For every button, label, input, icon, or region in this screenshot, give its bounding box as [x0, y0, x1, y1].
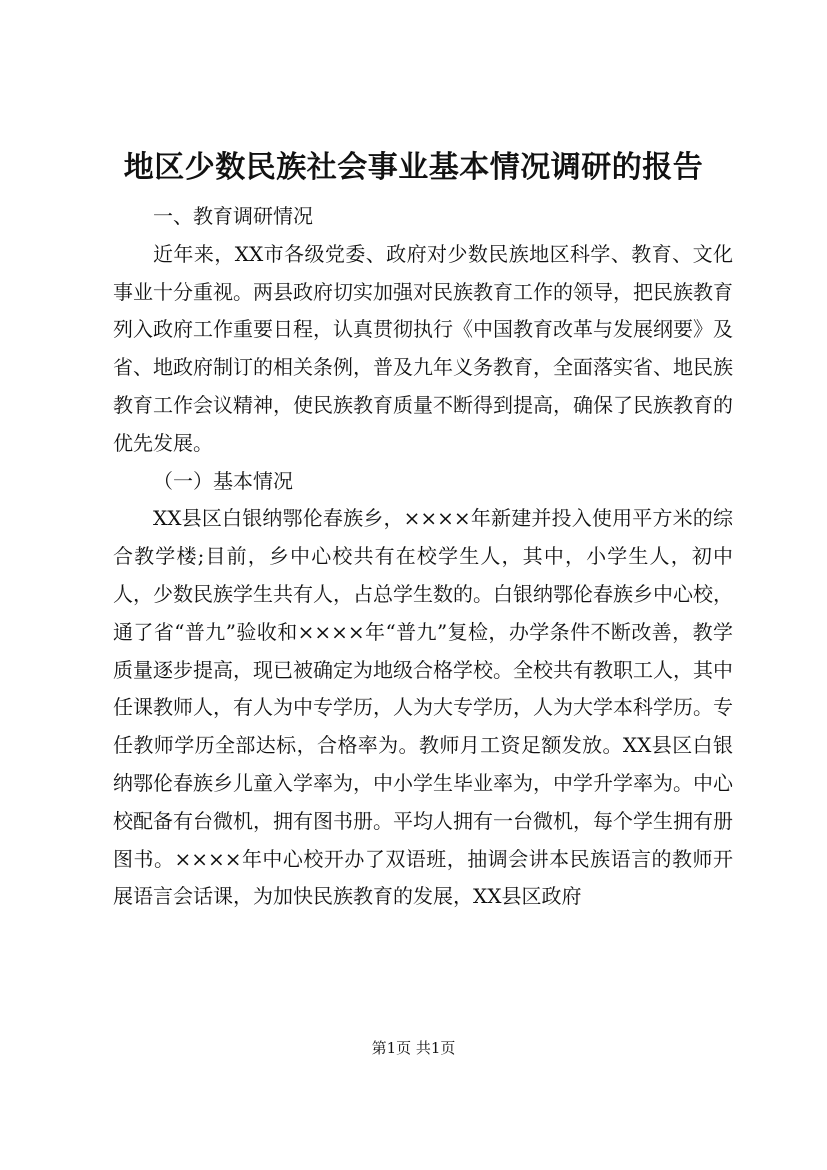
document-title: 地区少数民族社会事业基本情况调研的报告	[123, 150, 704, 185]
paragraph: XX县区白银纳鄂伦春族乡，××××年新建并投入使用平方米的综合教学楼;目前，乡中心校共有在校学生人，其中，小学生人，初中人，少数民族学生共有人，占总学生数的。白银纳鄂伦春族乡中心校，通了省“普九”验收和××××年“普九”复检，办学条件不断改善，教学质量逐步提高，现已被确定为地级合格学校。全校共有教职工人，其中任课教师人，有人为中专学历，人为大专学历，人为大学本科学历。专任教师学历全部达标，合格率为。教师月工资足额发放。XX县区白银纳鄂伦春族乡儿童入学率为，中小学生毕业率为，中学升学率为。中心校配备有台微机，拥有图书册。平均人拥有一台微机，每个学生拥有册图书。××××年中心校开办了双语班，抽调会讲本民族语言的教师开展语言会话课，为加快民族教育的发展，XX县区政府	[113, 506, 733, 909]
section-heading: 一、教育调研情况	[153, 204, 313, 228]
page-footer: 第1页 共1页	[371, 1039, 456, 1057]
subsection-heading: （一）基本情况	[153, 468, 293, 493]
document-body	[113, 198, 733, 916]
paragraph: 近年来，XX市各级党委、政府对少数民族地区科学、教育、文化事业十分重视。两县政府切实加强对民族教育工作的领导，把民族教育列入政府工作重要日程，认真贯彻执行《中国教育改革与发展纲要》及省、地政府制订的相关条例，普及九年义务教育，全面落实省、地民族教育工作会议精神，使民族教育质量不断得到提高，确保了民族教育的优先发展。	[113, 241, 733, 455]
